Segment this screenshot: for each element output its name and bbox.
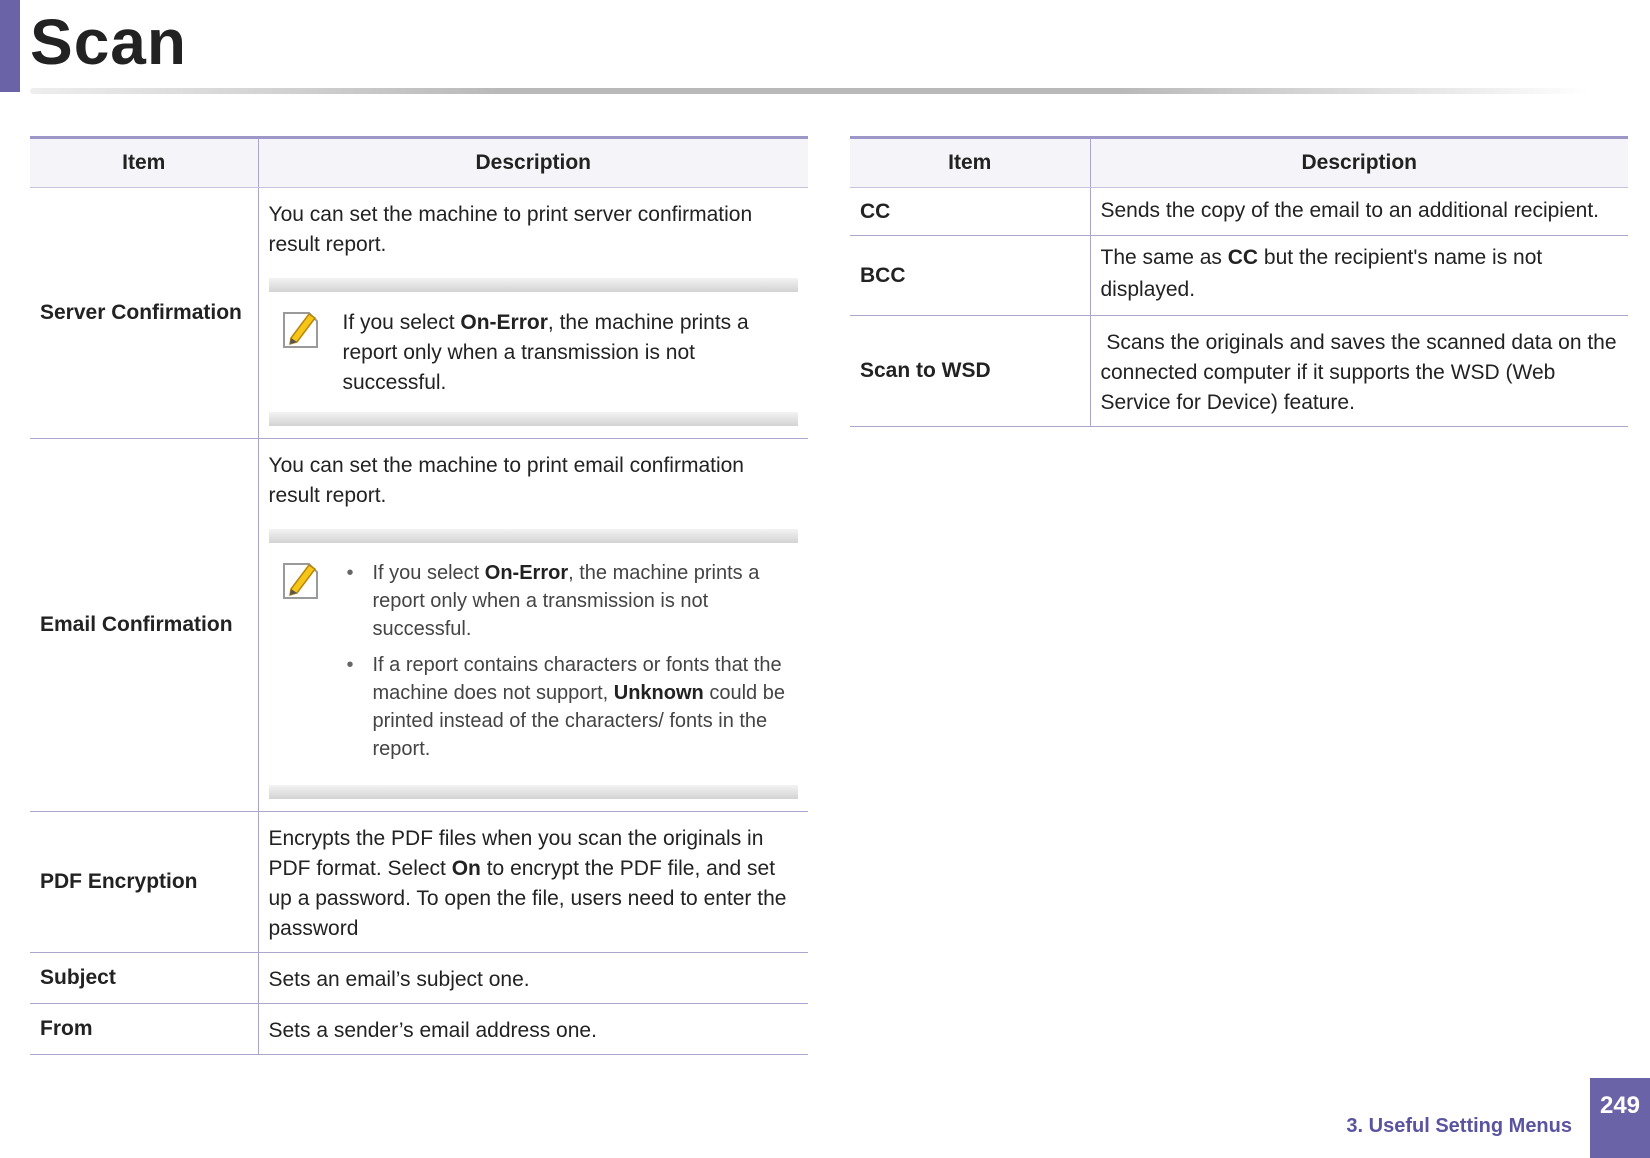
header-description: Description <box>1090 138 1628 188</box>
page-number-badge: 249 <box>1590 1078 1650 1158</box>
item-cc: CC <box>850 188 1090 236</box>
item-scan-to-wsd: Scan to WSD <box>850 316 1090 427</box>
title-divider <box>30 88 1590 94</box>
settings-table-right <box>850 136 1628 427</box>
item-pdf-encryption: PDF Encryption <box>30 812 258 953</box>
description-text: Sets a sender’s email address one. <box>258 1004 808 1055</box>
note-pencil-icon <box>279 308 323 352</box>
description-text: You can set the machine to print server confirmation result report. <box>268 203 753 256</box>
table-header <box>30 138 808 188</box>
list-item: • If a report contains characters or fonts that the machine does not support, Unknown could be printed instead of the characters/ fonts in the report. <box>343 651 795 763</box>
list-item: • If you select On-Error, the machine prints a report only when a transmission is not successful. <box>343 559 795 643</box>
table-row <box>30 439 808 812</box>
note-box <box>269 278 799 426</box>
item-email-confirmation: Email Confirmation <box>30 439 258 812</box>
description-cell <box>258 188 808 439</box>
table-header <box>850 138 1628 188</box>
item-subject: Subject <box>30 953 258 1004</box>
footer-section-title: 3. Useful Setting Menus <box>1346 1115 1572 1137</box>
description-cell <box>258 439 808 812</box>
description-text: Scans the originals and saves the scanned data on the connected computer if it supports the WSD (Web Service for Device) feature. <box>1090 316 1628 427</box>
header-description: Description <box>258 138 808 188</box>
table-row <box>850 236 1628 316</box>
item-bcc: BCC <box>850 236 1090 316</box>
page-title: Scan <box>30 6 187 78</box>
table-row <box>30 188 808 439</box>
note-box <box>269 529 799 799</box>
table-row <box>30 953 808 1004</box>
description-text: Encrypts the PDF files when you scan the originals in PDF format. Select On to encrypt the PDF file, and set up a password. To open the file, users need to enter the password <box>258 812 808 953</box>
item-server-confirmation: Server Confirmation <box>30 188 258 439</box>
note-text: If you select On-Error, the machine prints a report only when a transmission is not successful. <box>342 311 749 394</box>
table-row <box>850 316 1628 427</box>
note-pencil-icon <box>279 559 323 603</box>
note-bullet-list <box>343 559 795 771</box>
title-accent-bar <box>0 0 20 92</box>
description-text: You can set the machine to print email confirmation result report. <box>268 454 744 507</box>
table-row <box>30 1004 808 1055</box>
description-text: Sets an email’s subject one. <box>258 953 808 1004</box>
table-row <box>30 812 808 953</box>
header-item: Item <box>30 138 258 188</box>
item-from: From <box>30 1004 258 1055</box>
settings-table-left <box>30 136 808 1055</box>
description-text: Sends the copy of the email to an additional recipient. <box>1090 188 1628 236</box>
description-text: The same as CC but the recipient's name is not displayed. <box>1090 236 1628 316</box>
header-item: Item <box>850 138 1090 188</box>
table-row <box>850 188 1628 236</box>
